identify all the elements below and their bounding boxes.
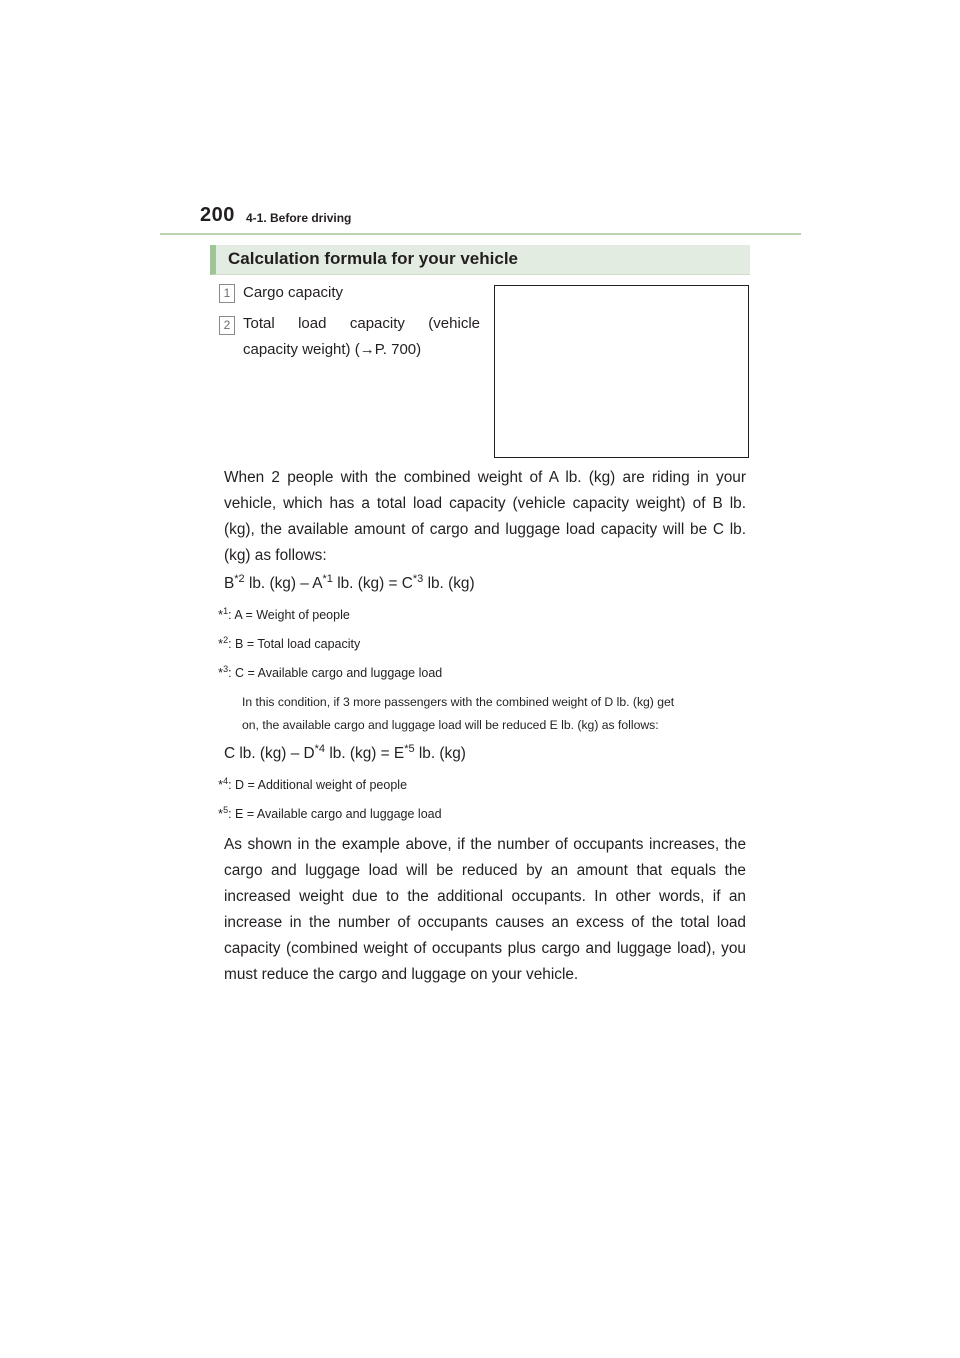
- footnote-2-mark: [218, 636, 228, 651]
- item-2-line-2: capacity weight) (→P. 700): [243, 341, 422, 358]
- footnote-1-number: 1: [223, 606, 229, 616]
- section-heading: Calculation formula for your vehicle: [228, 249, 519, 268]
- page-number: 200: [200, 204, 235, 226]
- formula-1-sup-1: *2: [234, 573, 245, 585]
- condition-note: [242, 691, 746, 737]
- footnote-4-number: 4: [223, 776, 229, 786]
- footnote-4-mark: [218, 777, 228, 792]
- illustration-box: [494, 285, 749, 458]
- item-2-line-1: Total load capacity (vehicle: [243, 315, 480, 332]
- formula-1-part-3: lb. (kg) = C: [332, 575, 413, 592]
- item-2-badge: 2: [219, 316, 235, 335]
- section-heading-bar: [210, 245, 750, 275]
- footnote-1-mark: [218, 607, 228, 622]
- footnote-3-mark: [218, 665, 228, 680]
- footnote-5: [218, 805, 442, 821]
- footnote-2-number: 2: [223, 635, 229, 645]
- formula-1-sup-3: *3: [412, 573, 424, 585]
- item-1-text: Cargo capacity: [243, 284, 344, 301]
- header-rule: [160, 233, 801, 235]
- footnote-1-asterisk: *: [218, 607, 224, 622]
- formula-1-part-1: B: [224, 575, 235, 592]
- footnote-2: [218, 635, 360, 651]
- formula-2-part-3: lb. (kg): [414, 745, 466, 762]
- footnote-1-text: : A = Weight of people: [228, 608, 350, 622]
- section-breadcrumb: 4-1. Before driving: [246, 211, 352, 225]
- formula-1-part-4: lb. (kg): [423, 575, 475, 592]
- formula-2: [224, 743, 466, 763]
- intro-paragraph: When 2 people with the combined weight of A lb. (kg) are riding in your vehicle, which has a total load capacity (vehicle capacity weight) of B lb. (kg), the available amount of cargo and luggage load capacity will be C lb. (kg) as follows:: [224, 469, 746, 564]
- formula-2-part-1: C lb. (kg) – D: [224, 745, 315, 762]
- footnote-5-number: 5: [223, 805, 229, 815]
- footnote-5-asterisk: *: [218, 806, 224, 821]
- footnote-4-text: : D = Additional weight of people: [228, 778, 408, 792]
- footnote-3-text: : C = Available cargo and luggage load: [228, 666, 443, 680]
- condition-note-line-2: on, the available cargo and luggage load will be reduced E lb. (kg) as follows:: [242, 718, 659, 732]
- footnote-2-text: : B = Total load capacity: [228, 637, 361, 651]
- formula-2-part-2: lb. (kg) = E: [325, 745, 405, 762]
- formula-1-sup-2: *1: [322, 573, 333, 585]
- footnote-5-mark: [218, 806, 228, 821]
- formula-2-sup-2: *5: [404, 743, 415, 755]
- footnote-5-text: : E = Available cargo and luggage load: [228, 807, 442, 821]
- footnote-1: [218, 606, 350, 622]
- formula-2-sup-1: *4: [314, 743, 326, 755]
- footnote-3-number: 3: [223, 664, 229, 674]
- footnote-4-asterisk: *: [218, 777, 224, 792]
- footnote-3-asterisk: *: [218, 665, 224, 680]
- footnote-2-asterisk: *: [218, 636, 224, 651]
- formula-1-part-2: lb. (kg) – A: [244, 575, 323, 592]
- item-1-badge: 1: [219, 284, 235, 303]
- item-2-text: [243, 311, 480, 363]
- footnote-4: [218, 776, 407, 792]
- formula-1: [224, 573, 475, 593]
- footnote-3: [218, 664, 442, 680]
- conclusion-paragraph: As shown in the example above, if the number of occupants increases, the cargo and luggage load will be reduced by an amount that equals the increased weight due to the additional occupants. In other words, if an increase in the number of occupants causes an excess of the total load capacity (combined weight of occupants plus cargo and luggage load), you must reduce the cargo and luggage on your vehicle.: [224, 836, 746, 983]
- condition-note-line-1: In this condition, if 3 more passengers with the combined weight of D lb. (kg) get: [242, 695, 675, 709]
